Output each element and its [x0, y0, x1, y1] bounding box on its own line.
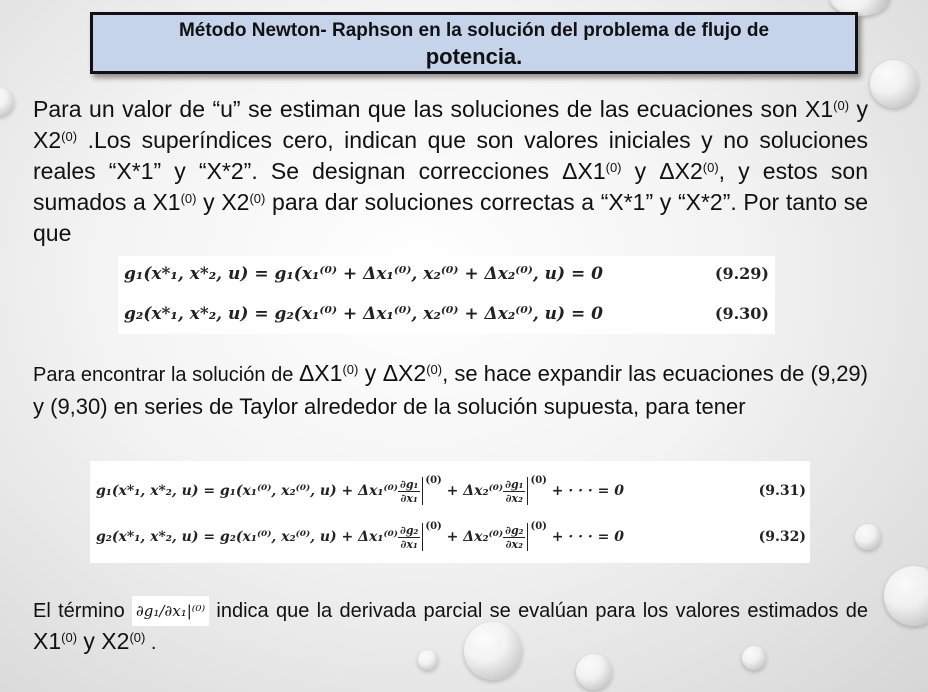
water-drop-decoration	[870, 60, 918, 108]
equation-9-29: g₁(x*₁, x*₂, u) = g₁(x₁⁽⁰⁾ + Δx₁⁽⁰⁾, x₂⁽⁰⁾ + Δx₂⁽⁰⁾, u) = 0 (9.29)	[124, 264, 769, 284]
slide-title-line2: potencia.	[425, 44, 523, 69]
equation-block-9-29-9-30	[118, 256, 775, 334]
slide-title-line1: Método Newton- Raphson en la solución del problema de flujo de	[178, 20, 770, 41]
paragraph-taylor: Para encontrar la solución de ΔX1$^{(0)}$ y ΔX2$^{(0)}$, se hace expandir las ecuaciones de (9,29) y (9,30) en series de Taylor alrededor de la solución supuesta, para tener	[33, 360, 868, 419]
water-drop-decoration	[884, 566, 928, 626]
equation-9-32: g₂(x*₁, x*₂, u) = g₂(x₁⁽⁰⁾, x₂⁽⁰⁾, u) + Δx₁⁽⁰⁾ $\frac{\text{∂g₂}}{\text{∂x₁}}$ $^{(0)}$ + Δx₂⁽⁰⁾ $\frac{\text{∂g₂}}{\text{∂x₂}}$ $^{(0)}$ + · · · = 0 (9.32)	[96, 521, 806, 551]
equation-block-9-31-9-32	[90, 461, 810, 563]
water-drop-decoration	[576, 654, 612, 690]
water-drop-decoration	[855, 524, 881, 550]
partial-derivative-term: ∂g₁/∂x₁|⁽⁰⁾	[132, 596, 209, 626]
paragraph-derivative-note: El término ∂g₁/∂x₁|⁽⁰⁾ indica que la derivada parcial se evalúan para los valores estimados de X1$^{(0)}$ y X2$^{(0)}$ .	[33, 596, 868, 658]
water-drop-decoration	[0, 88, 14, 116]
equation-9-31: g₁(x*₁, x*₂, u) = g₁(x₁⁽⁰⁾, x₂⁽⁰⁾, u) + Δx₁⁽⁰⁾ $\frac{\text{∂g₁}}{\text{∂x₁}}$ $^{(0)}$ + Δx₂⁽⁰⁾ $\frac{\text{∂g₁}}{\text{∂x₂}}$ $^{(0)}$ + · · · = 0 (9.31)	[96, 475, 806, 505]
slide-title-box	[90, 12, 858, 74]
paragraph-intro: Para un valor de “u” se estiman que las soluciones de las ecuaciones son X1$^{(0)}$ y X2$^{(0)}$ .Los superíndices cero, indican que son valores iniciales y no soluciones reales “X*1” y “X*2”. Se designan correcciones ΔX1$^{(0)}$ y ΔX2$^{(0)}$, y estos son sumados a X1$^{(0)}$ y X2$^{(0)}$ para dar soluciones correctas a “X*1” y “X*2”. Por tanto se que	[33, 96, 869, 246]
equation-9-30: g₂(x*₁, x*₂, u) = g₂(x₁⁽⁰⁾ + Δx₁⁽⁰⁾, x₂⁽⁰⁾ + Δx₂⁽⁰⁾, u) = 0 (9.30)	[124, 304, 769, 324]
